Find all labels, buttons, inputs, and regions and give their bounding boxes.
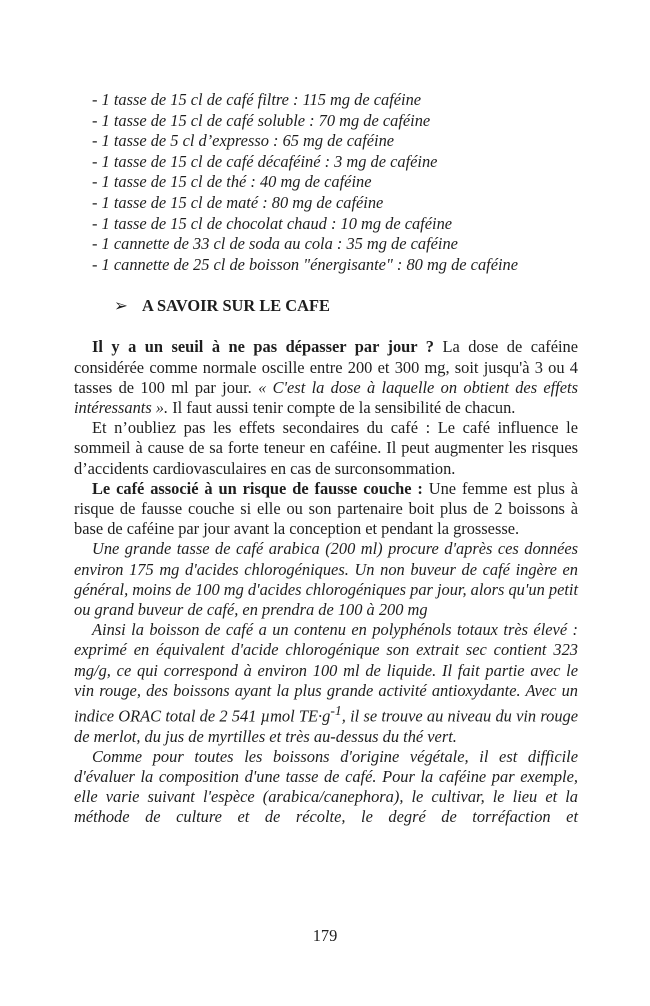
caffeine-content-list	[74, 90, 578, 275]
paragraph: Comme pour toutes les boissons d'origine végétale, il est difficile d'évaluer la composition d'une tasse de café. Pour la caféine par exemple, elle varie suivant l'espèce (arabica/canephora), le cultivar, le lieu et la méthode de culture et de récolte, le degré de torréfaction et	[74, 746, 578, 827]
list-item: - 1 tasse de 5 cl d’expresso : 65 mg de caféine	[92, 131, 395, 151]
paragraph: Une grande tasse de café arabica (200 ml) procure d'après ces données environ 175 mg d'acides chlorogéniques. Un non buveur de café ingère en général, moins de 100 mg d'acides chlorogéniques par jour, alors qu'un petit ou grand buveur de café, en prendra de 100 à 200 mg	[74, 539, 579, 619]
list-item: - 1 cannette de 33 cl de soda au cola : 35 mg de caféine	[92, 234, 458, 254]
list-item: - 1 tasse de 15 cl de café décaféiné : 3 mg de caféine	[92, 151, 438, 171]
list-item: - 1 tasse de 15 cl de café filtre : 115 mg de caféine	[92, 90, 422, 109]
list-item: - 1 tasse de 15 cl de café soluble : 70 mg de caféine	[92, 110, 431, 130]
list-item: - 1 tasse de 15 cl de maté : 80 mg de caféine	[92, 192, 384, 212]
quote: « C'est la dose à laquelle on obtient des effets intéressants ».	[74, 377, 578, 417]
paragraph: Ainsi la boisson de café a un contenu en polyphénols totaux très élevé : exprimé en équivalent d'acide chlorogénique son extrait sec contient 323 mg/g, ce qui correspond à environ 100 ml de liquide. Il fait partie avec le vin rouge, des boissons ayant la plus grande activité antioxydante. Avec un indice ORAC total de 2 541 µmol $TE\cdot g^{-1}$, il se trouve au niveau du vin rouge de merlot, du jus de myrtilles et très au-dessus du thé vert.	[74, 620, 579, 746]
paragraph: Le café associé à un risque de fausse couche : Une femme est plus à risque de fausse couche si elle ou son partenaire boit plus de 2 boissons à base de caféine par jour avant la conception et pendant la grossesse.	[74, 478, 579, 539]
bold-lead: Il y a un seuil à ne pas dépasser par jour ?	[92, 337, 434, 357]
list-item: - 1 tasse de 15 cl de thé : 40 mg de caféine	[92, 172, 372, 192]
arrow-bullet-icon: ➢	[114, 296, 128, 316]
list-item: - 1 cannette de 25 cl de boisson "énergisante" : 80 mg de caféine	[92, 254, 518, 274]
paragraph: Et n’oubliez pas les effets secondaires du café : Le café influence le sommeil à cause de sa forte teneur en caféine. Il peut augmenter les risques d’accidents cardiovasculaires en cas de surconsommation.	[74, 418, 578, 478]
bold-lead: Le café associé à un risque de fausse couche :	[92, 478, 423, 498]
page-number: 179	[312, 926, 338, 945]
text-column	[74, 90, 578, 828]
list-item: - 1 tasse de 15 cl de chocolat chaud : 10 mg de caféine	[92, 213, 453, 233]
body-text	[74, 337, 578, 827]
superscript: -1	[330, 703, 342, 718]
paragraph: Il y a un seuil à ne pas dépasser par jour ? La dose de caféine considérée comme normale oscille entre 200 et 300 mg, soit jusqu'à 3 ou 4 tasses de 100 ml par jour. « C'est la dose à laquelle on obtient des effets intéressants ». Il faut aussi tenir compte de la sensibilité de chacun.	[74, 337, 579, 417]
section-heading	[74, 295, 578, 317]
section-title: A SAVOIR SUR LE CAFE	[142, 296, 330, 316]
